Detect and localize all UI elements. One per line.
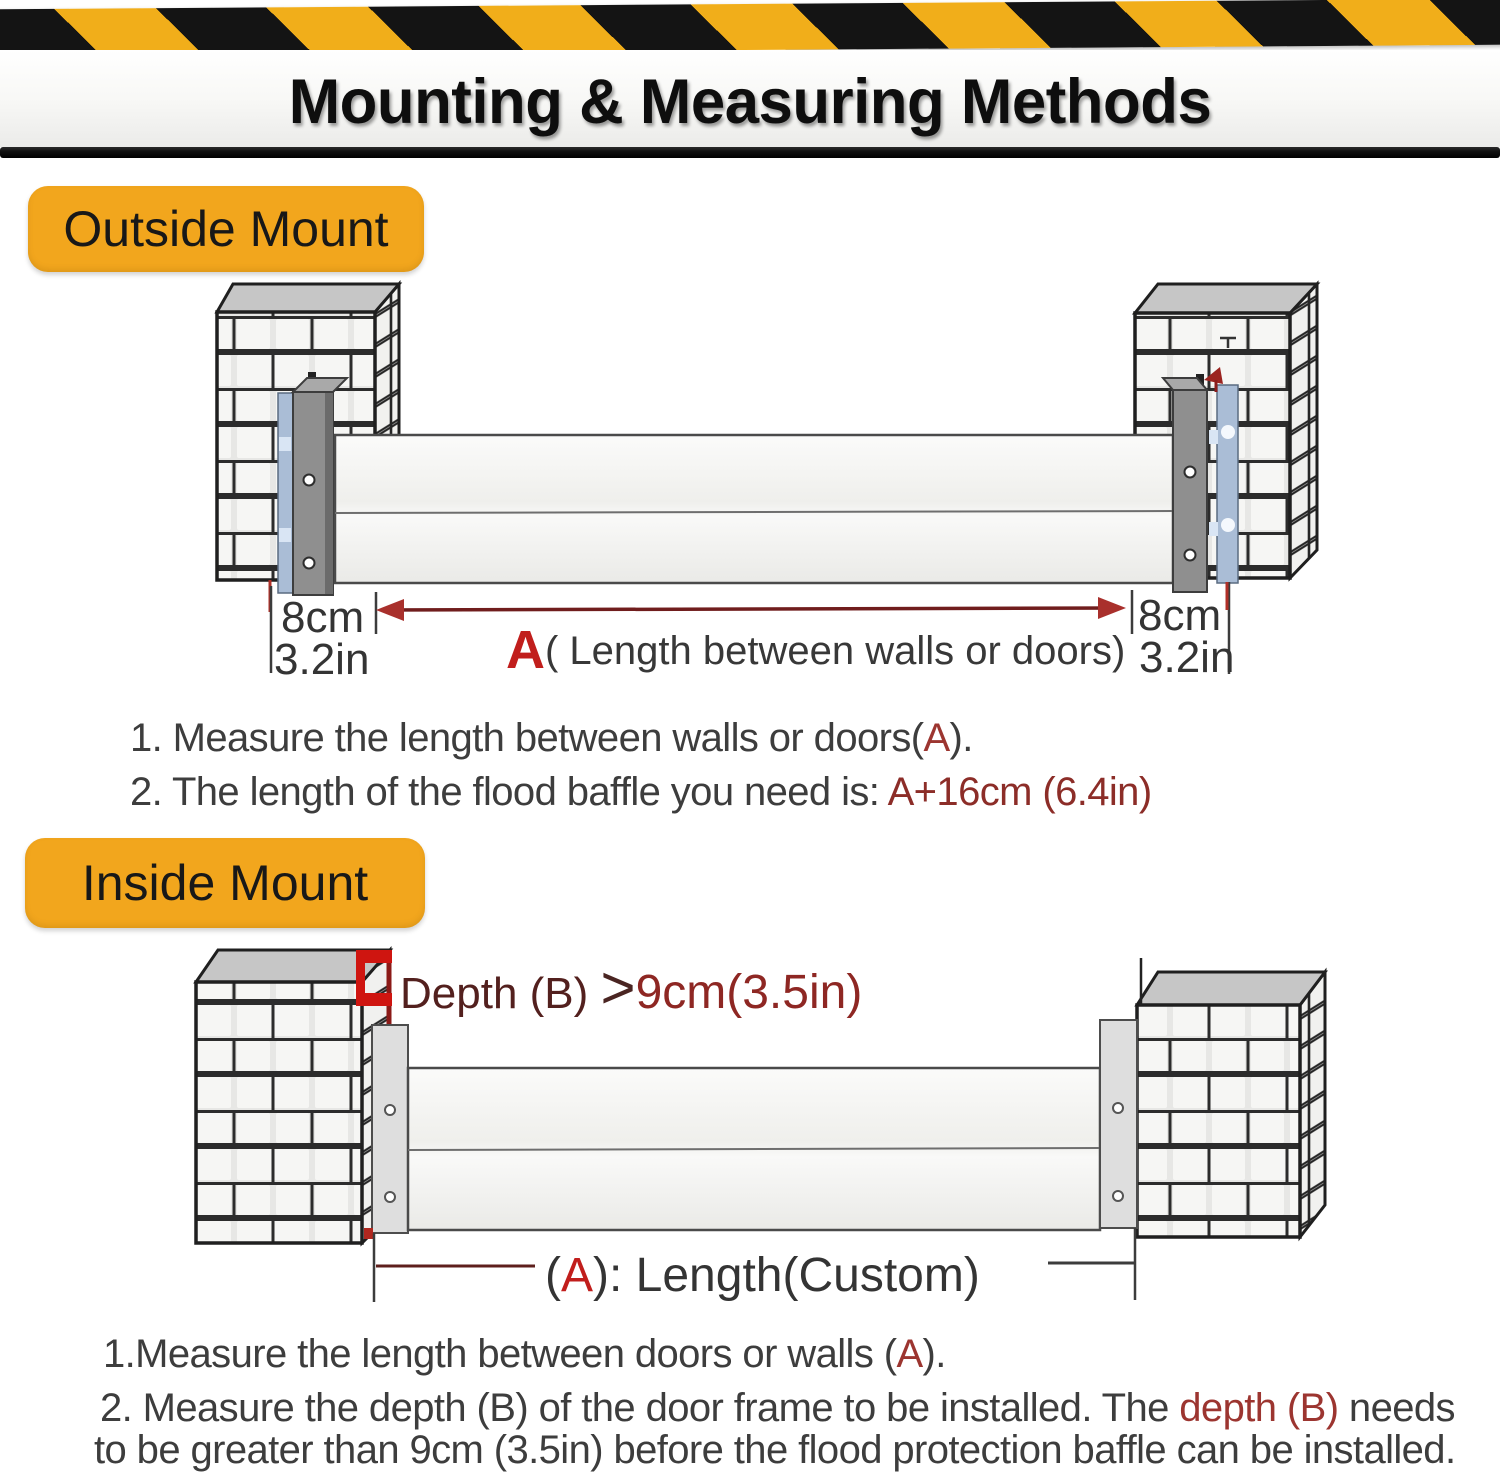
outside-step-1: 1. Measure the length between walls or doors(A). <box>130 716 973 760</box>
header-divider <box>0 147 1500 158</box>
inside-mount-badge-label: Inside Mount <box>81 855 369 911</box>
inside-step-1: 1.Measure the length between doors or walls (A). <box>103 1332 946 1376</box>
length-annotation: (A): Length(Custom) <box>545 1249 980 1302</box>
screw-hole <box>385 1192 395 1202</box>
screw-hole <box>1113 1191 1123 1201</box>
outside-mount-badge-label: Outside Mount <box>63 201 389 257</box>
inside-mount-badge <box>25 838 425 928</box>
screw-hole <box>1185 467 1196 478</box>
left-seal-strip <box>278 393 293 593</box>
depth-annotation: Depth (B) >9cm(3.5in) <box>400 954 863 1021</box>
screw-hole <box>304 558 315 569</box>
dim-left-in-label: 3.2in <box>274 635 370 684</box>
right-brick-pillar <box>1137 958 1325 1237</box>
screw-hole <box>385 1105 395 1115</box>
dimension-arrow-icon <box>382 608 1120 610</box>
dim-left-cm-label: 8cm <box>281 593 365 642</box>
inside-step-2-line-2: to be greater than 9cm (3.5in) before the flood protection baffle can be installed. <box>94 1428 1456 1472</box>
dim-right-in-label: 3.2in <box>1139 633 1235 682</box>
inside-mount-diagram <box>0 930 1500 1320</box>
screw-hole <box>1113 1103 1123 1113</box>
right-mount-channel <box>1100 1020 1137 1228</box>
dim-right-cm-label: 8cm <box>1138 591 1222 640</box>
caution-tape-icon <box>0 0 1500 55</box>
dim-a-label: A( Length between walls or doors) <box>506 620 1126 680</box>
screw-hole <box>1185 550 1196 561</box>
outside-mount-badge <box>28 186 424 272</box>
page-title: Mounting & Measuring Methods <box>288 67 1212 137</box>
flood-baffle <box>408 1068 1100 1230</box>
outside-step-2: 2. The length of the flood baffle you need is: A+16cm (6.4in) <box>130 770 1152 814</box>
outside-mount-diagram <box>0 280 1500 700</box>
flood-baffle <box>335 435 1173 583</box>
inside-step-2-line-1: 2. Measure the depth (B) of the door frame to be installed. The depth (B) needs <box>100 1386 1455 1430</box>
screw-hole <box>304 475 315 486</box>
title-band <box>0 50 1500 147</box>
